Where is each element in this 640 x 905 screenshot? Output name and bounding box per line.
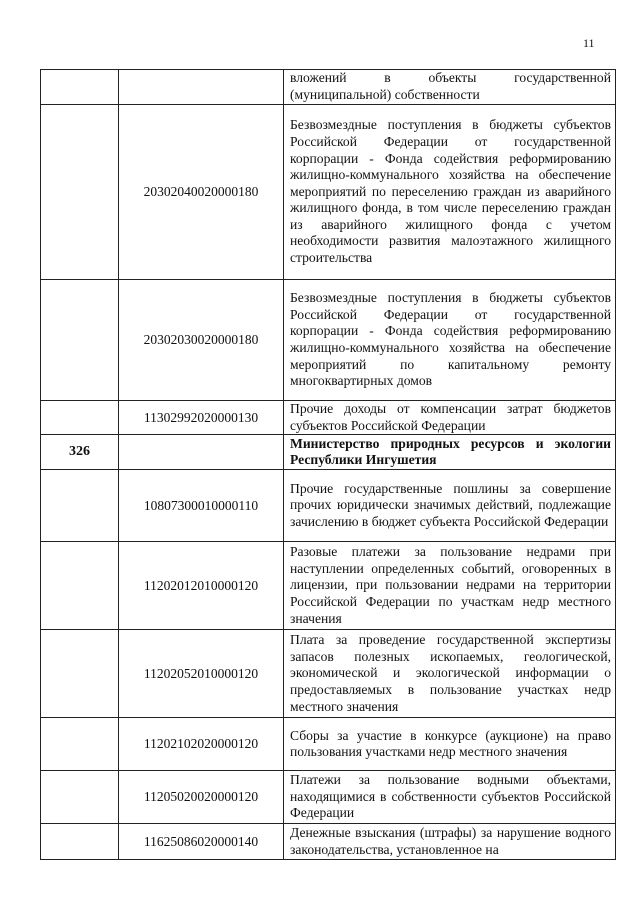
budget-code-cell: 20302030020000180 [119,280,284,401]
table-row [41,105,616,280]
budget-code-cell: 11202102020000120 [119,718,284,771]
budget-code-cell: 20302040020000180 [119,105,284,280]
budget-code-cell: 11202052010000120 [119,630,284,718]
budget-code-cell [119,70,284,105]
revenue-name-cell: Прочие государственные пошлины за совершение прочих юридически значимых действий, подлежащие зачислению в бюджет субъекта Российской Федерации [284,470,616,542]
admin-code-cell [41,718,119,771]
revenue-name-cell: Безвозмездные поступления в бюджеты субъектов Российской Федерации от государственной корпорации - Фонда содействия реформированию жилищно-коммунального хозяйства на обеспечение мероприятий по переселению граждан из аварийного жилищного фонда, в том числе переселению граждан из аварийного жилищного фонда с учетом необходимости развития малоэтажного жилищного строительства [284,105,616,280]
table-row [41,824,616,860]
admin-code-cell [41,470,119,542]
table-row [41,542,616,630]
revenue-name-cell: Плата за проведение государственной экспертизы запасов полезных ископаемых, геологической, экономической и экологической информации о предоставляемых в пользование участках недр местного значения [284,630,616,718]
revenue-name-cell: Безвозмездные поступления в бюджеты субъектов Российской Федерации от государственной корпорации - Фонда содействия реформированию жилищно-коммунального хозяйства на обеспечение мероприятий по капитальному ремонту многоквартирных домов [284,280,616,401]
revenue-name-cell: Разовые платежи за пользование недрами при наступлении определенных событий, оговоренных в лицензии, при пользовании недрами на территории Российской Федерации по участкам недр местного значения [284,542,616,630]
budget-code-cell: 11202012010000120 [119,542,284,630]
admin-code-cell [41,824,119,860]
table-row [41,401,616,435]
revenue-name-cell: Сборы за участие в конкурсе (аукционе) на право пользования участками недр местного значения [284,718,616,771]
admin-code-cell [41,70,119,105]
admin-code-cell [41,542,119,630]
admin-code-cell [41,280,119,401]
page-number: 11 [583,36,595,50]
table-row [41,470,616,542]
revenue-name-cell: Денежные взыскания (штрафы) за нарушение водного законодательства, установленное на [284,824,616,860]
budget-code-cell: 10807300010000110 [119,470,284,542]
table-row [41,630,616,718]
ministry-name-cell: Министерство природных ресурсов и экологии Республики Ингушетия [284,435,616,470]
budget-code-cell: 11205020020000120 [119,771,284,824]
revenue-name-cell: вложений в объекты государственной (муниципальной) собственности [284,70,616,105]
admin-code-cell [41,105,119,280]
admin-code-cell [41,771,119,824]
budget-code-cell [119,435,284,470]
revenue-name-cell: Платежи за пользование водными объектами, находящимися в собственности субъектов Российской Федерации [284,771,616,824]
revenue-codes-table [40,69,616,860]
admin-code-cell [41,401,119,435]
table-row [41,771,616,824]
admin-code-cell: 326 [41,435,119,470]
admin-code-cell [41,630,119,718]
table-row [41,70,616,105]
table-row [41,280,616,401]
revenue-name-cell: Прочие доходы от компенсации затрат бюджетов субъектов Российской Федерации [284,401,616,435]
budget-code-cell: 11302992020000130 [119,401,284,435]
budget-code-cell: 11625086020000140 [119,824,284,860]
table-row-ministry [41,435,616,470]
table-row [41,718,616,771]
